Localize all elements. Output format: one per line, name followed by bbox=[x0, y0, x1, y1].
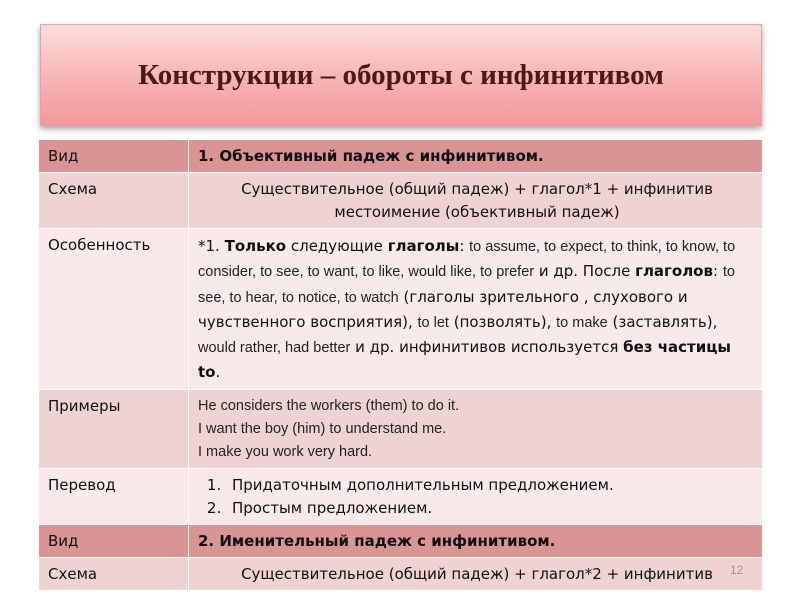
feature-text: (глаголы зрительного , слухового и чувственного восприятия), bbox=[198, 287, 688, 331]
table-row-vid-2 bbox=[39, 524, 763, 557]
slide-number: 12 bbox=[730, 563, 744, 577]
feature-text: (заставлять), bbox=[607, 312, 718, 331]
feature-text: : bbox=[459, 237, 470, 255]
row-label: Вид bbox=[39, 524, 189, 557]
table-row-schema-2 bbox=[39, 557, 763, 590]
title-banner bbox=[40, 24, 762, 126]
list-item: 2. Простым предложением. bbox=[226, 497, 756, 520]
schema-line: Существительное (общий падеж) + глагол*2 + инфинитив bbox=[241, 564, 713, 583]
row-label: Схема bbox=[39, 557, 189, 590]
feature-text: и др. После bbox=[534, 262, 636, 281]
example-line: I want the boy (him) to understand me. bbox=[198, 420, 447, 437]
row-value bbox=[189, 557, 763, 590]
row-value bbox=[189, 173, 763, 229]
row-label: Вид bbox=[39, 140, 189, 173]
row-label: Перевод bbox=[39, 468, 189, 524]
feature-text: следующие bbox=[286, 237, 388, 255]
row-label: Схема bbox=[39, 173, 189, 229]
example-line: I make you work very hard. bbox=[198, 443, 373, 460]
schema-line: Существительное (общий падеж) + глагол*1 + инфинитив bbox=[241, 180, 713, 198]
translation-list bbox=[198, 474, 756, 520]
feature-text: (позволять), bbox=[448, 312, 557, 331]
construction-table bbox=[38, 139, 763, 591]
table-row-vid-1 bbox=[39, 140, 763, 173]
feature-latin: to make bbox=[556, 314, 608, 331]
feature-text: : bbox=[712, 262, 723, 281]
feature-text: и др. инфинитивов используется bbox=[350, 338, 624, 357]
list-item: 1. Придаточным дополнительным предложением. bbox=[226, 474, 756, 497]
feature-bold: глаголов bbox=[635, 262, 713, 281]
row-value: 1. Объективный падеж с инфинитивом. bbox=[189, 140, 763, 173]
row-value: 2. Именительный падеж с инфинитивом. bbox=[189, 524, 763, 557]
schema-line: местоимение (объективный падеж) bbox=[334, 203, 620, 221]
table-row-translation bbox=[39, 468, 763, 524]
table-row-feature bbox=[39, 229, 763, 390]
row-value bbox=[189, 468, 763, 524]
feature-bold: глаголы bbox=[387, 237, 460, 255]
table-row-examples bbox=[39, 389, 763, 468]
row-value bbox=[189, 229, 763, 390]
feature-bold: без частицы to bbox=[198, 338, 731, 382]
feature-text: *1. bbox=[198, 237, 225, 255]
example-line: He considers the workers (them) to do it. bbox=[198, 397, 460, 414]
feature-latin: to let bbox=[417, 314, 449, 331]
feature-bold: Только bbox=[224, 237, 287, 255]
feature-latin: to assume, to expect, to think, to know, to consider, to see, to want, to like, would like, to prefer bbox=[198, 239, 736, 281]
table-row-schema-1 bbox=[39, 173, 763, 229]
row-value bbox=[189, 389, 763, 468]
page-title: Конструкции – обороты с инфинитивом bbox=[138, 58, 664, 91]
row-label: Особенность bbox=[39, 229, 189, 390]
row-label: Примеры bbox=[39, 389, 189, 468]
feature-latin: would rather, had better bbox=[198, 340, 351, 357]
feature-text: . bbox=[215, 363, 221, 382]
feature-latin: to see, to hear, to notice, to watch bbox=[198, 264, 735, 306]
